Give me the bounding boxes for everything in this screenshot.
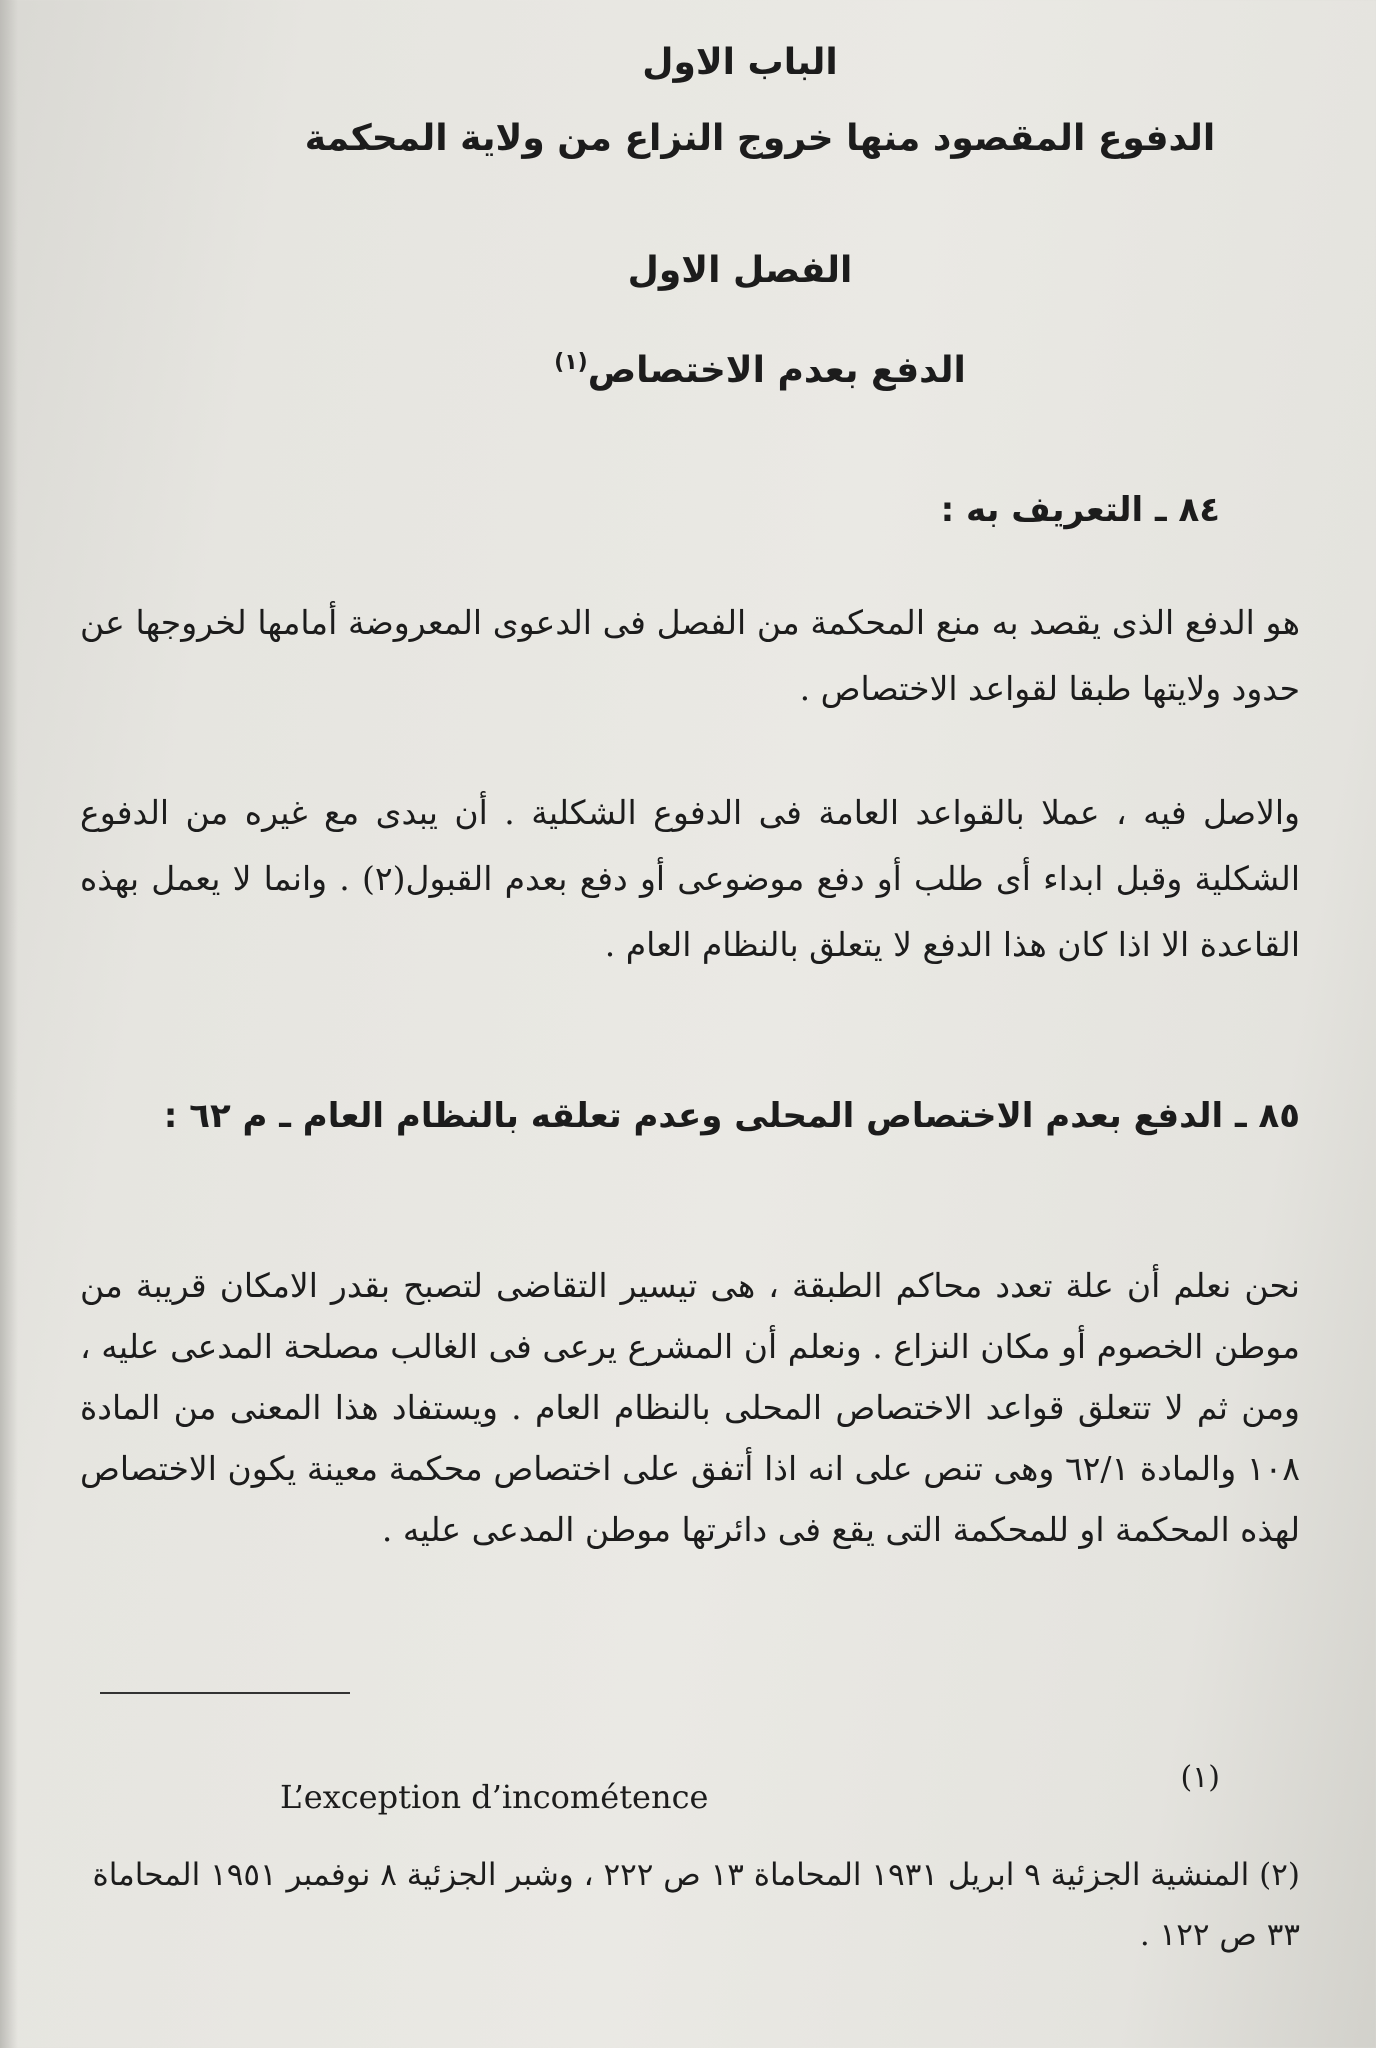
- section-85-title: ٨٥ ـ الدفع بعدم الاختصاص المحلى وعدم تعلقه بالنظام العام ـ م ٦٢ :: [163, 1096, 1300, 1136]
- section-title-text: الدفع بعدم الاختصاص: [587, 350, 966, 391]
- section-84-paragraph-1: هو الدفع الذى يقصد به منع المحكمة من الفصل فى الدعوى المعروضة أمامها لخروجها عن حدود ولايتها طبقا لقواعد الاختصاص .: [80, 603, 1300, 708]
- section-85-paragraph-1: نحن نعلم أن علة تعدد محاكم الطبقة ، هى تيسير التقاضى لتصبح بقدر الامكان قريبة من موطن الخصوم أو مكان النزاع . ونعلم أن المشرع يرعى فى الغالب مصلحة المدعى عليه ، ومن ثم لا تتعلق قواعد الاختصاص المحلى بالنظام العام . ويستفاد هذا المعنى من المادة ١٠٨ والمادة ٦٢/١ وهى تنص على انه اذا أتفق على اختصاص محكمة معينة يكون الاختصاص لهذه المحكمة او للمحكمة التى يقع فى دائرتها موطن المدعى عليه .: [80, 1266, 1300, 1549]
- part-subtitle: الدفوع المقصود منها خروج النزاع من ولاية المحكمة: [304, 118, 1216, 159]
- footnote-1-text: L’exception d’incométence: [280, 1778, 709, 1816]
- section-84-paragraph-2: والاصل فيه ، عملا بالقواعد العامة فى الدفوع الشكلية . أن يبدى مع غيره من الدفوع الشكلية وقبل ابداء أى طلب أو دفع موضوعى أو دفع بعدم القبول(٢) . وانما لا يعمل بهذه القاعدة الا اذا كان هذا الدفع لا يتعلق بالنظام العام .: [80, 793, 1300, 964]
- footnote-divider: [100, 1692, 350, 1694]
- page-binding-shadow: [0, 0, 18, 2048]
- book-page: [60, 0, 1340, 2048]
- chapter-title: الفصل الاول: [627, 250, 853, 291]
- section-84-title: ٨٤ ـ التعريف به :: [940, 490, 1220, 530]
- footnote-2-text: (٢) المنشية الجزئية ٩ ابريل ١٩٣١ المحاماة ١٣ ص ٢٢٢ ، وشبر الجزئية ٨ نوفمبر ١٩٥١ المحاماة ٣٣ ص ١٢٢ .: [92, 1857, 1300, 1953]
- section-title: [120, 350, 1376, 391]
- part-title: الباب الاول: [642, 42, 838, 83]
- footnote-1-marker: (١): [1180, 1760, 1220, 1795]
- section-footnote-marker: (١): [554, 350, 588, 375]
